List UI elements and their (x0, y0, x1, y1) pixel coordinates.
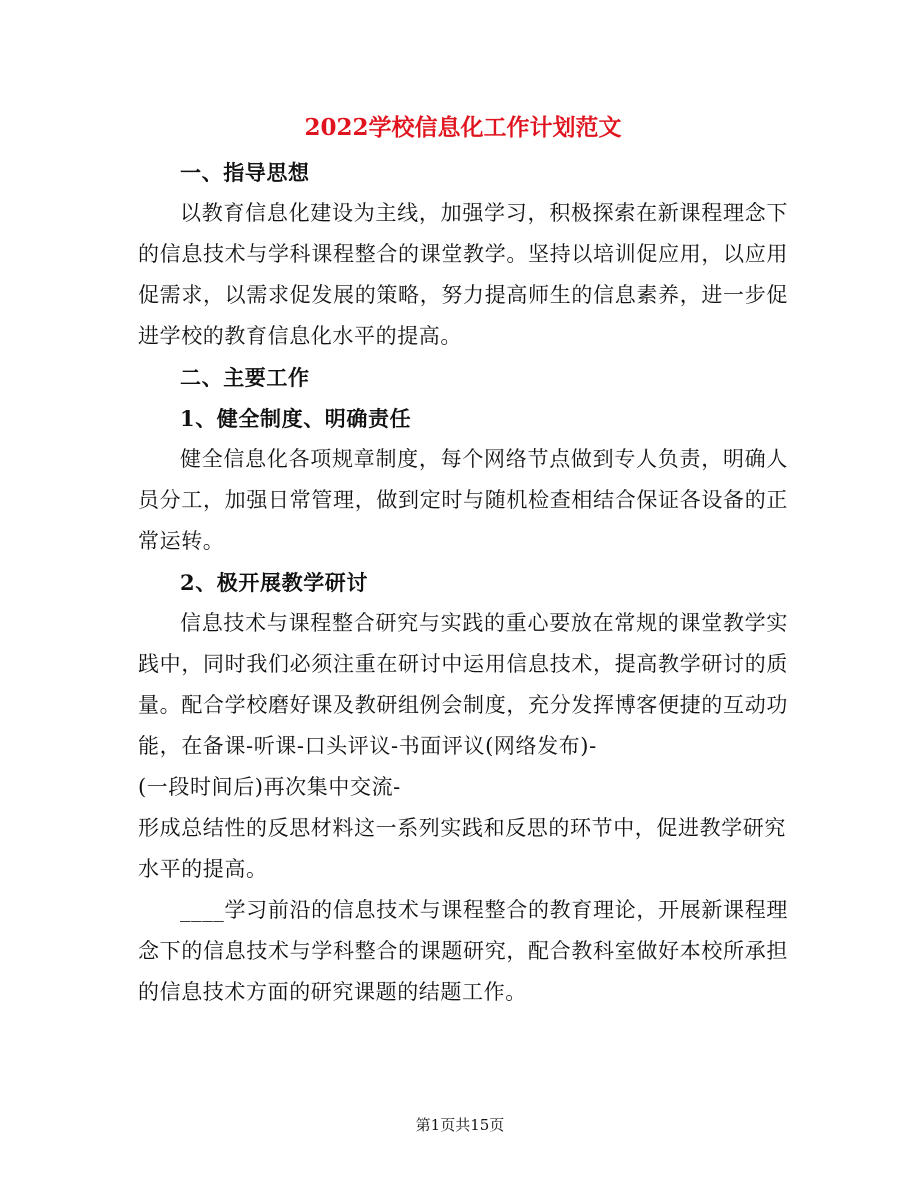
subsection-heading-teaching-research: 2、极开展教学研讨 (180, 570, 369, 595)
paragraph-system-responsibility: 健全信息化各项规章制度，每个网络节点做到专人负责，明确人员分工，加强日常管理，做到定时与随机检查相结合保证各设备的正常运转。 (138, 447, 788, 553)
paragraph-teaching-research: 信息技术与课程整合研究与实践的重心要放在常规的课堂教学实践中，同时我们必须注重在研讨中运用信息技术，提高教学研讨的质量。配合学校磨好课及教研组例会制度，充分发挥博客便捷的互动功能，在备课-听课-口头评议-书面评议(网络发布)- (138, 611, 788, 758)
document-title: 2022学校信息化工作计划范文 (304, 114, 622, 141)
paragraph-continuation-summary: 形成总结性的反思材料这一系列实践和反思的环节中，促进教学研究水平的提高。 (138, 816, 786, 881)
paragraph-theory-study: ____学习前沿的信息技术与课程整合的教育理论，开展新课程理念下的信息技术与学科整合的课题研究，配合教科室做好本校所承担的信息技术方面的研究课题的结题工作。 (138, 898, 788, 1004)
subsection-heading-system-responsibility: 1、健全制度、明确责任 (180, 406, 412, 431)
document-body (138, 152, 788, 1013)
paragraph-guiding-ideology: 以教育信息化建设为主线，加强学习，积极探索在新课程理念下的信息技术与学科课程整合的课堂教学。坚持以培训促应用，以应用促需求，以需求促发展的策略，努力提高师生的信息素养，进一步促进学校的教育信息化水平的提高。 (138, 201, 788, 348)
page-number-footer: 第1页共15页 (415, 1116, 505, 1134)
paragraph-continuation-line: (一段时间后)再次集中交流- (138, 775, 401, 799)
section-heading-main-work: 二、主要工作 (180, 365, 310, 390)
section-heading-guiding-ideology: 一、指导思想 (180, 160, 310, 185)
